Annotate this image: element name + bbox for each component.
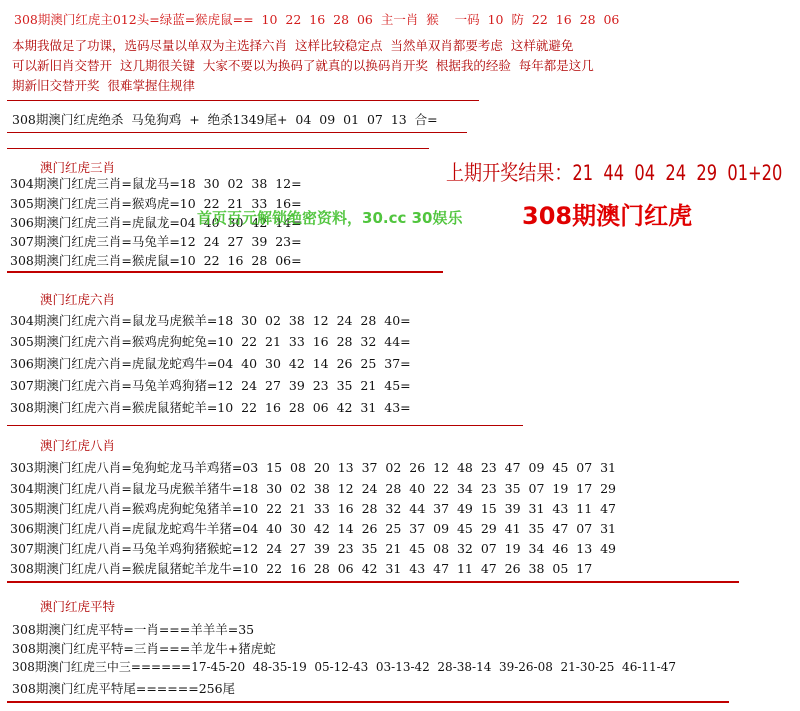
pingte-row: 308期澳门红虎平特尾======256尾 (12, 681, 236, 696)
intro-line-3: 期新旧交替开奖 很难掌握住规律 (12, 78, 195, 93)
sanxiao-row: 308期澳门红虎三肖=猴虎鼠=10 22 16 28 06= (10, 253, 302, 268)
liuxiao-row: 308期澳门红虎六肖=猴虎鼠猪蛇羊=10 22 16 28 06 42 31 43= (10, 400, 411, 415)
liuxiao-row: 304期澳门红虎六肖=鼠龙马虎猴羊=18 30 02 38 12 24 28 40= (10, 313, 411, 328)
baxiao-row: 307期澳门红虎八肖=马兔羊鸡狗猪猴蛇=12 24 27 39 23 35 21 45 08 32 07 19 34 46 13 49 (10, 541, 617, 556)
baxiao-row: 308期澳门红虎八肖=猴虎鼠猪蛇羊龙牛=10 22 16 28 06 42 31 43 47 11 47 26 38 05 17 (10, 561, 593, 576)
baxiao-row: 306期澳门红虎八肖=虎鼠龙蛇鸡牛羊猪=04 40 30 42 14 26 25 37 09 45 29 41 35 47 07 31 (10, 521, 617, 536)
pingte-row: 308期澳门红虎平特=三肖===羊龙牛+猪虎蛇 (12, 641, 276, 656)
separator (7, 100, 479, 101)
pingte-row: 308期澳门红虎三中三======17-45-20 48-35-19 05-12-43 03-13-42 28-38-14 39-26-08 21-30-25 46-11-47 (12, 660, 676, 674)
pingte-row: 308期澳门红虎平特=一肖===羊羊羊=35 (12, 622, 255, 637)
liuxiao-row: 306期澳门红虎六肖=虎鼠龙蛇鸡牛=04 40 30 42 14 26 25 37= (10, 356, 411, 371)
separator (7, 425, 523, 426)
section-title-liuxiao: 澳门红虎六肖 (40, 292, 116, 307)
last-draw-result: 上期开奖结果：21 44 04 24 29 01+20 (446, 161, 783, 185)
section-title-sanxiao: 澳门红虎三肖 (40, 160, 116, 175)
watermark-text: 首页百元解锁绝密资料，30.cc 30娱乐 (197, 209, 463, 227)
baxiao-row: 305期澳门红虎八肖=猴鸡虎狗蛇兔猪羊=10 22 21 33 16 28 32 44 37 49 15 39 31 43 11 47 (10, 501, 617, 516)
header-line: 308期澳门红虎主012头=绿蓝=猴虎鼠== 10 22 16 28 06 主一肖 猴 一码 10 防 22 16 28 06 (14, 12, 620, 27)
liuxiao-row: 305期澳门红虎六肖=猴鸡虎狗蛇兔=10 22 21 33 16 28 32 44= (10, 334, 411, 349)
brand-title: 308期澳门红虎 (522, 202, 693, 230)
sanxiao-row: 304期澳门红虎三肖=鼠龙马=18 30 02 38 12= (10, 176, 302, 191)
kill-line: 308期澳门红虎绝杀 马兔狗鸡 + 绝杀1349尾+ 04 09 01 07 13 合= (12, 112, 438, 127)
section-title-baxiao: 澳门红虎八肖 (40, 438, 116, 453)
separator (7, 271, 443, 273)
baxiao-row: 304期澳门红虎八肖=鼠龙马虎猴羊猪牛=18 30 02 38 12 24 28 40 22 34 23 35 07 19 17 29 (10, 481, 617, 496)
separator (7, 132, 467, 133)
baxiao-row: 303期澳门红虎八肖=兔狗蛇龙马羊鸡猪=03 15 08 20 13 37 02 26 12 48 23 47 09 45 07 31 (10, 460, 617, 475)
separator (7, 701, 729, 703)
intro-line-1: 本期我做足了功课，选码尽量以单双为主选择六肖 这样比较稳定点 当然单双肖都要考虑 这样就避免 (12, 38, 574, 53)
intro-line-2: 可以新旧肖交替开 这几期很关键 大家不要以为换码了就真的以换码肖开奖 根据我的经验 每年都是这几 (12, 58, 594, 73)
section-title-pingte: 澳门红虎平特 (40, 599, 116, 614)
separator (7, 148, 429, 149)
liuxiao-row: 307期澳门红虎六肖=马兔羊鸡狗猪=12 24 27 39 23 35 21 45= (10, 378, 411, 393)
separator (7, 581, 739, 583)
sanxiao-row: 307期澳门红虎三肖=马兔羊=12 24 27 39 23= (10, 234, 302, 249)
sanxiao-row: 305期澳门红虎三肖=猴鸡虎=10 22 21 33 16= (10, 196, 302, 211)
sanxiao-row: 306期澳门红虎三肖=虎鼠龙=04 40 30 42 14= (10, 215, 302, 230)
